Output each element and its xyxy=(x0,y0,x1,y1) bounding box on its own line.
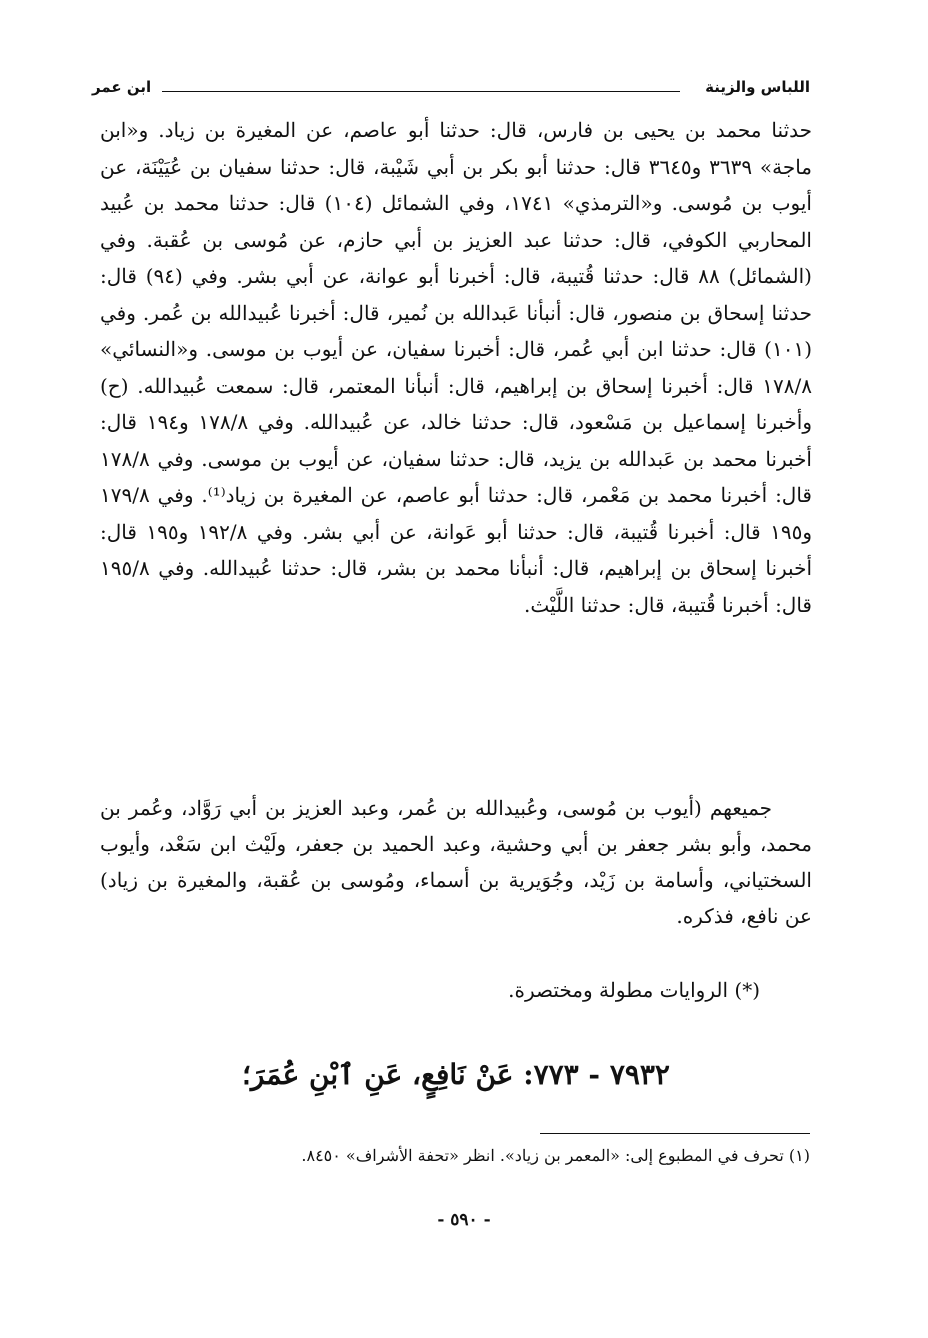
narrators-paragraph: جميعهم (أيوب بن مُوسى، وعُبيدالله بن عُمر، وعبد العزيز بن أبي رَوَّاد، وعُمر بن محمد، وأبو بشر جعفر بن أبي وحشية، وعبد الحميد بن جعفر، ولَيْث ابن سَعْد، وأيوب السختياني، وأسامة بن زَيْد، وجُوَيرية بن أسماء، ومُوسى بن عُقبة، والمغيرة بن زياد) عن نافع، فذكره. xyxy=(100,796,812,928)
header-chapter-title: اللباس والزينة xyxy=(705,78,810,96)
header-section-title: ابن عمر xyxy=(92,78,152,96)
narrations-note: (*) الروايات مطولة ومختصرة. xyxy=(508,978,760,1002)
header-rule xyxy=(162,91,680,92)
running-header xyxy=(92,78,810,106)
main-text xyxy=(100,112,812,623)
hadith-heading: ٧٩٣٢ - ٧٧٣: عَنْ نَافِعٍ، عَنِ ٱبْنِ عُمَرَ؛ xyxy=(242,1058,670,1091)
footnote-rule xyxy=(540,1133,810,1134)
footnote: (١) تحرف في المطبوع إلى: «المعمر بن زياد». انظر «تحفة الأشراف» ٨٤٥٠. xyxy=(301,1146,810,1165)
takhrij-paragraph: حدثنا محمد بن يحيى بن فارس، قال: حدثنا أبو عاصم، عن المغيرة بن زياد. و«ابن ماجة» ٣٦٣٩ و٣٦٤٥ قال: حدثنا أبو بكر بن أبي شَيْبة، قال: حدثنا سفيان بن عُيَيْنَة، عن أيوب بن مُوسى. و«الترمذي» ١٧٤١، وفي الشمائل (١٠٤) قال: حدثنا محمد بن عُبيد المحاربي الكوفي، قال: حدثنا عبد العزيز بن أبي حازم، عن مُوسى بن عُقبة. وفي (الشمائل) ٨٨ قال: حدثنا قُتيبة، قال: أخبرنا أبو عوانة، عن أبي بشر. وفي (٩٤) قال: حدثنا إسحاق بن منصور، قال: أنبأنا عَبدالله بن نُمير، قال: أخبرنا عُبيدالله بن عُمر. وفي (١٠١) قال: حدثنا ابن أبي عُمر، قال: أخبرنا سفيان، عن أيوب بن موسى. و«النسائي» ١٧٨/٨ قال: أخبرنا إسحاق بن إبراهيم، قال: أنبأنا المعتمر، قال: سمعت عُبيدالله. (ح) وأخبرنا إسماعيل بن مَسْعود، قال: حدثنا خالد، عن عُبيدالله. وفي ١٧٨/٨ و١٩٤ قال: أخبرنا محمد بن عَبدالله بن يزيد، قال: حدثنا سفيان، عن أيوب بن موسى. وفي ١٧٨/٨ قال: أخبرنا محمد بن مَعْمر، قال: حدثنا أبو عاصم، عن المغيرة بن زياد⁽¹⁾. وفي ١٧٩/٨ و١٩٥ قال: أخبرنا قُتيبة، قال: حدثنا أبو عَوانة، عن أبي بشر. وفي ١٩٢/٨ و١٩٥ قال: أخبرنا إسحاق بن إبراهيم، قال: أنبأنا محمد بن بشر، قال: حدثنا عُبيدالله. وفي ١٩٥/٨ قال: أخبرنا قُتيبة، قال: حدثنا اللَّيْث. xyxy=(100,118,813,617)
page-number: - ٥٩٠ - xyxy=(437,1210,491,1230)
